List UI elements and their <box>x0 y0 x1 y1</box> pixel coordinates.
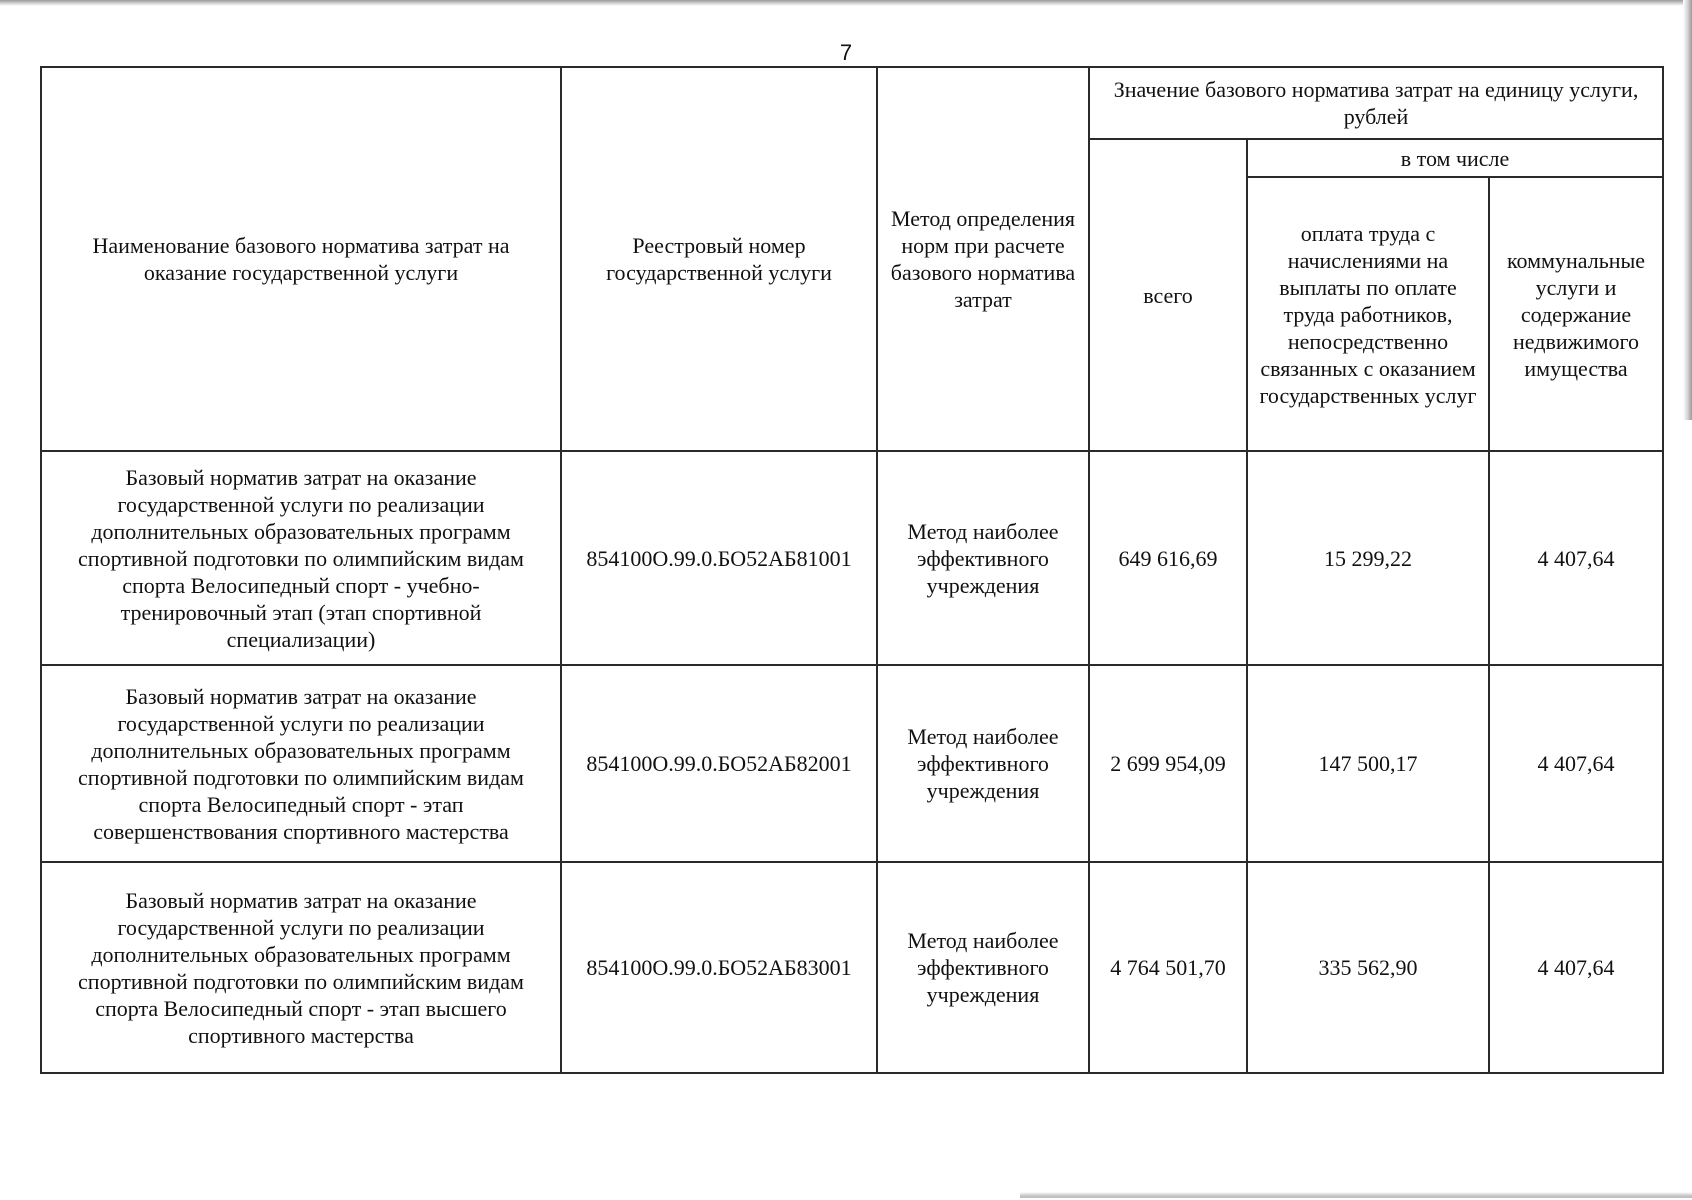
cell-method: Метод наиболее эффективного учреждения <box>877 451 1089 665</box>
header-utilities: коммунальные услуги и содержание недвижимого имущества <box>1489 177 1663 451</box>
header-registry: Реестровый номер государственной услуги <box>561 67 877 451</box>
cell-utilities: 4 407,64 <box>1489 665 1663 862</box>
cell-method: Метод наиболее эффективного учреждения <box>877 665 1089 862</box>
cell-utilities: 4 407,64 <box>1489 862 1663 1073</box>
cell-total: 2 699 954,09 <box>1089 665 1247 862</box>
header-method: Метод определения норм при расчете базового норматива затрат <box>877 67 1089 451</box>
header-total: всего <box>1089 139 1247 451</box>
header-value-group: Значение базового норматива затрат на единицу услуги, рублей <box>1089 67 1663 139</box>
scan-edge-bottom <box>1020 1192 1692 1198</box>
cell-registry: 854100О.99.0.БО52АБ83001 <box>561 862 877 1073</box>
cell-name: Базовый норматив затрат на оказание государственной услуги по реализации дополнительных образовательных программ спортивной подготовки по олимпийским видам спорта Велосипедный спорт - этап совершенствования спортивного мастерства <box>41 665 561 862</box>
table-row <box>41 665 1663 862</box>
cell-utilities: 4 407,64 <box>1489 451 1663 665</box>
cell-registry: 854100О.99.0.БО52АБ81001 <box>561 451 877 665</box>
table-row <box>41 451 1663 665</box>
cell-labor: 335 562,90 <box>1247 862 1489 1073</box>
cell-method: Метод наиболее эффективного учреждения <box>877 862 1089 1073</box>
cell-total: 4 764 501,70 <box>1089 862 1247 1073</box>
header-name: Наименование базового норматива затрат на оказание государственной услуги <box>41 67 561 451</box>
norms-table <box>40 66 1664 1074</box>
cell-registry: 854100О.99.0.БО52АБ82001 <box>561 665 877 862</box>
header-including: в том числе <box>1247 139 1663 177</box>
table-row <box>41 862 1663 1073</box>
page-number: 7 <box>839 40 853 65</box>
header-row-1 <box>41 67 1663 139</box>
cell-labor: 15 299,22 <box>1247 451 1489 665</box>
cell-name: Базовый норматив затрат на оказание государственной услуги по реализации дополнительных образовательных программ спортивной подготовки по олимпийским видам спорта Велосипедный спорт - учебно-тренировочный этап (этап спортивной специализации) <box>41 451 561 665</box>
cell-labor: 147 500,17 <box>1247 665 1489 862</box>
header-labor: оплата труда с начислениями на выплаты по оплате труда работников, непосредственно связанных с оказанием государственных услуг <box>1247 177 1489 451</box>
cell-total: 649 616,69 <box>1089 451 1247 665</box>
cell-name: Базовый норматив затрат на оказание государственной услуги по реализации дополнительных образовательных программ спортивной подготовки по олимпийским видам спорта Велосипедный спорт - этап высшего спортивного мастерства <box>41 862 561 1073</box>
scan-edge-top <box>0 0 1692 6</box>
